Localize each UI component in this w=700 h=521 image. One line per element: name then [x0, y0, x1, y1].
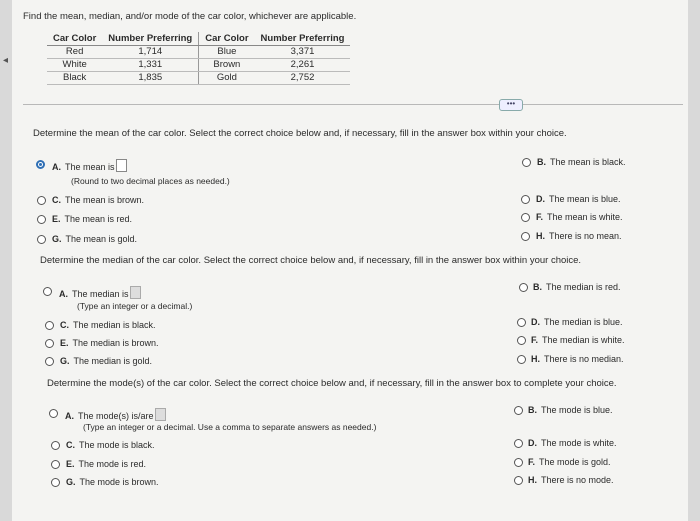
option-text: The mean is blue. [549, 194, 621, 204]
more-options-button[interactable]: ••• [499, 99, 523, 111]
mean-option-a[interactable] [52, 159, 127, 172]
option-text: The median is black. [73, 320, 156, 330]
mean-option-b-radio[interactable] [522, 158, 531, 167]
option-text: The mode is white. [541, 438, 617, 448]
mode-answer-box[interactable] [155, 408, 166, 421]
section-divider [23, 104, 683, 105]
mean-option-d[interactable] [536, 194, 621, 204]
table-cell: Blue [199, 46, 255, 59]
table-header-row [47, 32, 350, 46]
option-letter: A. [65, 411, 74, 421]
mode-option-e[interactable] [66, 459, 146, 469]
table-cell: Red [47, 46, 102, 59]
option-letter: E. [66, 459, 75, 469]
median-option-f-radio[interactable] [517, 336, 526, 345]
median-option-a-radio[interactable] [43, 287, 52, 296]
option-letter: F. [528, 457, 536, 467]
option-text: The mean is brown. [65, 195, 145, 205]
median-option-b-radio[interactable] [519, 283, 528, 292]
option-text: The mode is red. [78, 459, 147, 469]
mean-option-b[interactable] [537, 157, 626, 167]
problem-statement: Find the mean, median, and/or mode of the car color, whichever are applicable. [23, 11, 357, 22]
option-letter: H. [536, 231, 545, 241]
median-option-f[interactable] [531, 335, 625, 345]
option-letter: D. [528, 438, 537, 448]
option-text: The median is blue. [544, 317, 623, 327]
mean-option-c[interactable] [52, 195, 144, 205]
option-letter: C. [52, 195, 61, 205]
option-letter: B. [528, 405, 537, 415]
mean-option-d-radio[interactable] [521, 195, 530, 204]
table-cell: White [47, 59, 102, 72]
option-letter: F. [536, 212, 544, 222]
mode-option-h[interactable] [528, 475, 614, 485]
mode-option-g[interactable] [66, 477, 159, 487]
option-text: There is no median. [544, 354, 624, 364]
option-text: The median is red. [546, 282, 621, 292]
mean-option-h-radio[interactable] [521, 232, 530, 241]
mode-option-b-radio[interactable] [514, 406, 523, 415]
mode-option-h-radio[interactable] [514, 476, 523, 485]
option-text: The mean is white. [547, 212, 623, 222]
table-cell: Gold [199, 72, 255, 85]
mode-option-e-radio[interactable] [51, 460, 60, 469]
mean-answer-note: (Round to two decimal places as needed.) [71, 176, 230, 186]
mode-option-f[interactable] [528, 457, 611, 467]
table-cell: Black [47, 72, 102, 85]
median-option-a[interactable] [59, 286, 141, 299]
option-letter: D. [536, 194, 545, 204]
table-row [47, 46, 350, 59]
table-row [47, 59, 350, 72]
option-letter: G. [52, 234, 62, 244]
mean-answer-box[interactable] [116, 159, 127, 172]
mean-option-e-radio[interactable] [37, 215, 46, 224]
median-answer-box[interactable] [130, 286, 141, 299]
option-letter: G. [60, 356, 70, 366]
mode-option-a-radio[interactable] [49, 409, 58, 418]
option-letter: A. [52, 162, 61, 172]
median-option-g-radio[interactable] [45, 357, 54, 366]
mean-option-h[interactable] [536, 231, 622, 241]
option-text: The median is [72, 289, 129, 299]
median-option-h[interactable] [531, 354, 624, 364]
median-option-e-radio[interactable] [45, 339, 54, 348]
median-answer-note: (Type an integer or a decimal.) [77, 301, 193, 311]
table-cell: 1,331 [102, 59, 198, 72]
option-letter: C. [66, 440, 75, 450]
median-option-c[interactable] [60, 320, 156, 330]
option-letter: F. [531, 335, 539, 345]
table-cell: Brown [199, 59, 255, 72]
option-text: The median is white. [542, 335, 625, 345]
mode-option-c[interactable] [66, 440, 155, 450]
option-letter: G. [66, 477, 76, 487]
option-letter: B. [537, 157, 546, 167]
mode-option-c-radio[interactable] [51, 441, 60, 450]
option-letter: B. [533, 282, 542, 292]
table-cell: 2,261 [255, 59, 351, 72]
mean-option-g[interactable] [52, 234, 137, 244]
col-number-preferring-2: Number Preferring [255, 32, 351, 46]
mode-option-a[interactable] [65, 408, 166, 421]
median-option-d-radio[interactable] [517, 318, 526, 327]
option-text: The median is gold. [73, 356, 153, 366]
mean-option-a-radio[interactable] [36, 160, 45, 169]
option-text: The mode is black. [79, 440, 155, 450]
mean-option-e[interactable] [52, 214, 132, 224]
mean-option-f-radio[interactable] [521, 213, 530, 222]
table-cell: 3,371 [255, 46, 351, 59]
option-text: The median is brown. [72, 338, 159, 348]
median-option-b[interactable] [533, 282, 621, 292]
option-text: There is no mean. [549, 231, 622, 241]
collapse-arrow-icon[interactable]: ◂ [3, 55, 9, 66]
mean-prompt: Determine the mean of the car color. Select the correct choice below and, if necessary, fill in the answer box within your choice. [33, 128, 567, 139]
option-text: The mean is gold. [65, 234, 138, 244]
col-car-color-1: Car Color [47, 32, 102, 46]
option-letter: E. [52, 214, 61, 224]
median-option-g[interactable] [60, 356, 152, 366]
option-text: The mean is [65, 162, 115, 172]
option-text: There is no mode. [541, 475, 614, 485]
mean-option-f[interactable] [536, 212, 623, 222]
car-color-table [47, 32, 350, 85]
mean-option-g-radio[interactable] [37, 235, 46, 244]
option-letter: D. [531, 317, 540, 327]
option-text: The mode is blue. [541, 405, 613, 415]
mode-prompt: Determine the mode(s) of the car color. Select the correct choice below and, if necessary, fill in the answer box to complete your choice. [47, 378, 617, 389]
option-letter: H. [528, 475, 537, 485]
median-option-c-radio[interactable] [45, 321, 54, 330]
mode-option-d-radio[interactable] [514, 439, 523, 448]
option-letter: E. [60, 338, 69, 348]
option-text: The mode is gold. [539, 457, 611, 467]
mean-option-c-radio[interactable] [37, 196, 46, 205]
option-text: The mean is red. [64, 214, 133, 224]
table-cell: 1,835 [102, 72, 198, 85]
option-letter: H. [531, 354, 540, 364]
col-number-preferring-1: Number Preferring [102, 32, 198, 46]
option-text: The mode is brown. [79, 477, 159, 487]
median-option-d[interactable] [531, 317, 623, 327]
table-cell: 1,714 [102, 46, 198, 59]
median-option-e[interactable] [60, 338, 159, 348]
mode-option-f-radio[interactable] [514, 458, 523, 467]
option-text: The mode(s) is/are [78, 411, 154, 421]
mode-option-b[interactable] [528, 405, 613, 415]
median-prompt: Determine the median of the car color. Select the correct choice below and, if necessary, fill in the answer box within your choice. [40, 255, 582, 266]
option-text: The mean is black. [550, 157, 626, 167]
table-cell: 2,752 [255, 72, 351, 85]
median-option-h-radio[interactable] [517, 355, 526, 364]
col-car-color-2: Car Color [199, 32, 255, 46]
option-letter: A. [59, 289, 68, 299]
option-letter: C. [60, 320, 69, 330]
table-row [47, 72, 350, 85]
mode-option-g-radio[interactable] [51, 478, 60, 487]
mode-option-d[interactable] [528, 438, 617, 448]
mode-answer-note: (Type an integer or a decimal. Use a comma to separate answers as needed.) [83, 422, 377, 432]
